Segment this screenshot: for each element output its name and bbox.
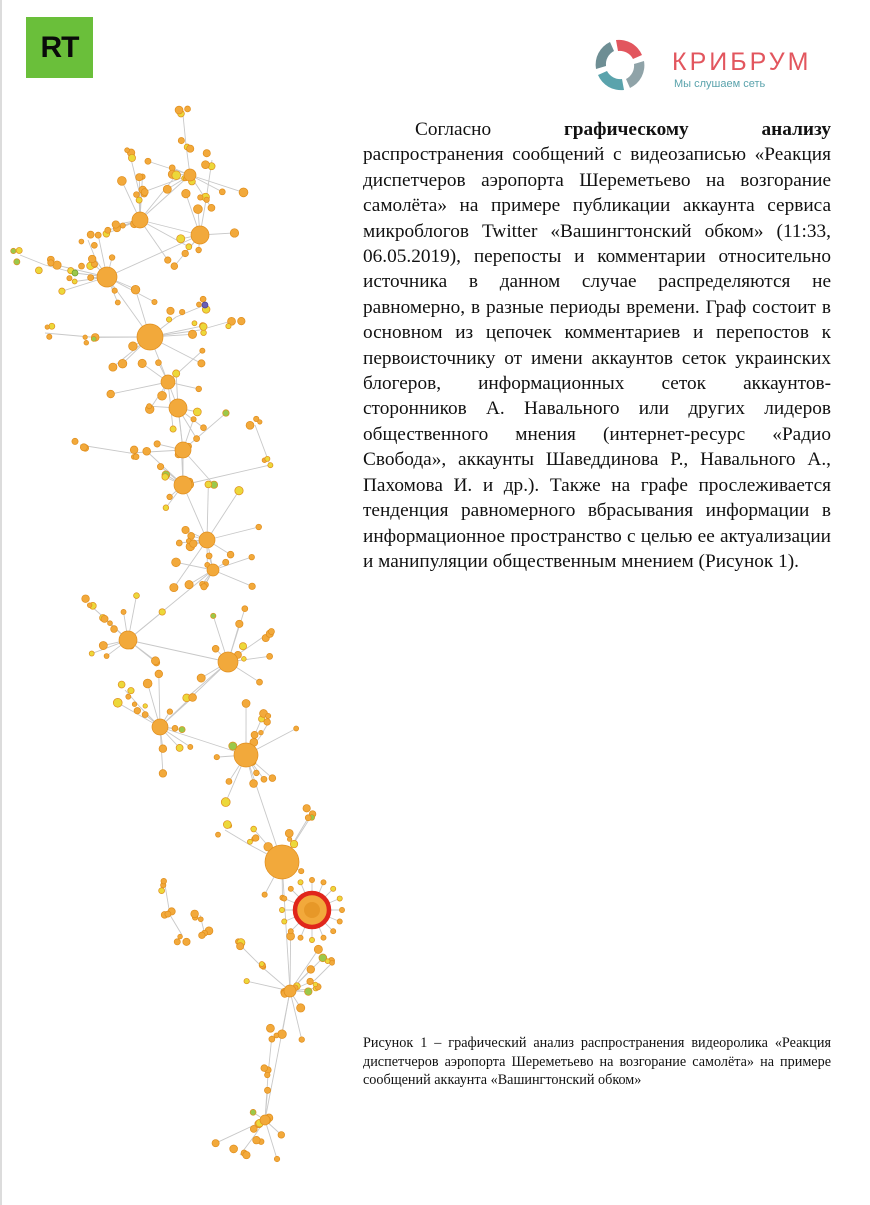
graph-node (251, 731, 258, 738)
graph-node (45, 325, 49, 329)
graph-node (182, 250, 189, 257)
graph-node (95, 232, 101, 238)
graph-node (82, 595, 90, 603)
graph-node (191, 910, 199, 918)
graph-node (126, 694, 131, 699)
graph-node (147, 404, 152, 409)
graph-node (118, 681, 125, 688)
graph-node (196, 302, 201, 307)
graph-node (176, 744, 183, 751)
graph-node (132, 212, 148, 228)
graph-node (337, 919, 342, 924)
graph-node (158, 391, 167, 400)
graph-edge (170, 915, 182, 935)
graph-node (157, 463, 163, 469)
graph-node (184, 169, 196, 181)
graph-edge (225, 830, 250, 845)
graph-node (265, 713, 270, 718)
graph-node (262, 892, 267, 897)
graph-node (202, 161, 210, 169)
graph-node (125, 148, 130, 153)
graph-node (202, 302, 208, 308)
graph-node (200, 323, 207, 330)
graph-node (211, 613, 216, 618)
graph-node (200, 296, 206, 302)
graph-node (72, 438, 78, 444)
graph-node (59, 288, 65, 294)
graph-node (175, 442, 191, 458)
graph-node (167, 709, 173, 715)
graph-edge (290, 991, 302, 1040)
graph-node (196, 386, 202, 392)
graph-node (204, 197, 209, 202)
graph-node (339, 907, 344, 912)
graph-node (145, 158, 151, 164)
graph-node (112, 288, 117, 293)
graph-node (111, 626, 118, 633)
graph-node (221, 798, 230, 807)
kribrum-emblem-icon (587, 33, 653, 97)
graph-node (170, 583, 178, 591)
graph-node (309, 877, 314, 882)
graph-node (128, 687, 134, 693)
graph-node (257, 679, 263, 685)
graph-node (155, 670, 163, 678)
graph-node (169, 399, 187, 417)
graph-node (284, 985, 296, 997)
graph-edge (20, 255, 45, 265)
graph-node (194, 436, 200, 442)
graph-node (174, 476, 192, 494)
graph-node (152, 719, 168, 735)
graph-node (288, 886, 293, 891)
graph-node (305, 988, 313, 996)
figure-caption: Рисунок 1 – графический анализ распространения видеоролика «Реакция диспетчеров аэропорта Шереметьево на возгорание самолёта» на примере сообщений аккаунта «Вашингтонский обком» (363, 1035, 831, 1089)
graph-node (226, 323, 231, 328)
graph-node (87, 603, 92, 608)
graph-node (118, 359, 127, 368)
graph-node (174, 939, 180, 945)
graph-node (84, 340, 89, 345)
graph-node (279, 907, 284, 912)
graph-nodes (11, 106, 345, 1162)
graph-node (196, 247, 202, 253)
graph-node (223, 410, 230, 417)
graph-node (265, 1072, 271, 1078)
graph-node (239, 188, 248, 197)
graph-node (80, 444, 87, 451)
graph-node (246, 421, 254, 429)
graph-edge (282, 862, 290, 991)
graph-node (313, 982, 318, 987)
graph-node (128, 154, 135, 161)
graph-node (48, 260, 54, 266)
graph-node (269, 1036, 275, 1042)
graph-node (134, 192, 140, 198)
graph-node (242, 606, 248, 612)
graph-node (159, 745, 167, 753)
graph-node (298, 880, 303, 885)
graph-node (182, 189, 190, 197)
graph-node (299, 868, 304, 873)
graph-node (143, 447, 151, 455)
graph-node (331, 929, 336, 934)
graph-edge (183, 465, 270, 485)
graph-node (242, 699, 250, 707)
graph-node (187, 145, 194, 152)
graph-node (113, 698, 122, 707)
graph-node (159, 888, 165, 894)
graph-edge (213, 570, 252, 586)
graph-node (258, 420, 262, 424)
graph-node (212, 645, 219, 652)
graph-node (206, 553, 212, 559)
article-paragraph (363, 117, 831, 574)
graph-node (282, 919, 287, 924)
graph-node (266, 1024, 274, 1032)
graph-node (230, 1145, 238, 1153)
graph-node (253, 835, 259, 841)
graph-node (185, 581, 193, 589)
graph-node (278, 1030, 287, 1039)
graph-node (112, 221, 119, 228)
graph-node (274, 1156, 279, 1161)
graph-node (129, 342, 138, 351)
graph-node (198, 195, 203, 200)
graph-node (138, 359, 146, 367)
graph-node (72, 270, 78, 276)
graph-node (67, 276, 72, 281)
graph-node (105, 227, 111, 233)
graph-node (226, 778, 232, 784)
graph-node (259, 730, 264, 735)
graph-node (251, 826, 257, 832)
graph-node (91, 336, 96, 341)
rt-logo-text: RT (40, 30, 79, 64)
graph-node (167, 307, 174, 314)
graph-node (133, 454, 139, 460)
graph-node (325, 959, 330, 964)
graph-node (179, 309, 184, 314)
graph-node (178, 137, 184, 143)
graph-node (115, 300, 120, 305)
graph-node (331, 886, 336, 891)
graph-node (197, 674, 205, 682)
graph-node (120, 223, 125, 228)
graph-node (297, 1004, 305, 1012)
graph-node (294, 726, 299, 731)
graph-node (314, 945, 322, 953)
graph-node (261, 776, 267, 782)
graph-node (165, 911, 171, 917)
graph-node (172, 171, 181, 180)
graph-node (219, 189, 225, 195)
graph-node (201, 425, 207, 431)
kribrum-logo (587, 33, 837, 97)
graph-node (203, 150, 210, 157)
article-intro: Согласно (415, 119, 492, 140)
graph-node (176, 540, 182, 546)
graph-node (305, 815, 311, 821)
graph-node (47, 334, 52, 339)
graph-node (136, 174, 143, 181)
graph-edge (140, 175, 176, 220)
graph-node (163, 185, 171, 193)
graph-node (208, 204, 215, 211)
graph-node (99, 641, 107, 649)
graph-node (265, 456, 270, 461)
article-body: распространения сообщений с видеозаписью «Реакция диспетчеров аэропорта Шереметьево на возгорание самолёта» на примере публикации аккаунта сервиса микроблогов Twitter «Вашингтонский обком» (11:33, 06.05.2019), перепосты и комментарии относительно источника в данном случае распределяются не равномерно, в разные периоды времени. Граф состоит в основном из цепочек комментариев и перепостов к первоисточнику от имени аккаунтов сеток украинских блогеров, информационных сеток аккаунтов-сторонников А. Навального или других лидеров общественного мнения (интернет-ресурс «Радио Свобода», аккаунты Шаведдинова Р., Навального А., Пахомова И. и др.). Также на графе прослеживается тенденция равномерного вбрасывания информации в информационное пространство с целью ее актуализации и манипуляции общественным мнением (Рисунок 1). (363, 144, 831, 572)
graph-node (288, 929, 293, 934)
graph-node (79, 239, 84, 244)
graph-node (190, 540, 197, 547)
graph-node (260, 1115, 270, 1125)
graph-node (238, 317, 245, 324)
graph-node (198, 360, 205, 367)
graph-node (261, 1065, 268, 1072)
graph-node (185, 106, 191, 112)
kribrum-name: КРИБРУМ (672, 48, 812, 76)
graph-node (186, 244, 192, 250)
graph-node (223, 821, 231, 829)
graph-node (170, 426, 176, 432)
graph-node (156, 360, 162, 366)
graph-node (268, 463, 273, 468)
graph-node (199, 532, 215, 548)
graph-node (109, 363, 117, 371)
graph-source-node (295, 893, 329, 927)
graph-node (182, 526, 189, 533)
graph-node (91, 242, 97, 248)
graph-node (183, 938, 190, 945)
graph-node (254, 770, 260, 776)
graph-node (278, 1132, 285, 1139)
graph-node (72, 279, 77, 284)
graph-node (159, 770, 167, 778)
graph-node (321, 880, 326, 885)
graph-node (267, 653, 273, 659)
graph-node (303, 805, 310, 812)
graph-node (83, 335, 87, 339)
graph-node (177, 235, 185, 243)
graph-node (193, 408, 201, 416)
graph-edge (207, 491, 239, 540)
graph-node (207, 564, 219, 576)
graph-node (234, 743, 258, 767)
graph-node (189, 694, 197, 702)
graph-node (337, 896, 342, 901)
graph-node (161, 375, 175, 389)
graph-node (143, 679, 152, 688)
graph-node (143, 704, 147, 708)
graph-node (142, 712, 148, 718)
graph-node (205, 481, 212, 488)
graph-node (268, 628, 274, 634)
graph-node (215, 832, 220, 837)
graph-node (134, 707, 141, 714)
graph-node (173, 370, 180, 377)
graph-node (165, 257, 171, 263)
graph-node (237, 943, 244, 950)
graph-node (244, 978, 249, 983)
graph-node (264, 1087, 270, 1093)
graph-node (214, 754, 219, 759)
graph-node (121, 609, 126, 614)
graph-node (178, 934, 183, 939)
graph-node (309, 937, 314, 942)
graph-node (298, 935, 303, 940)
graph-node (218, 652, 238, 672)
graph-node (191, 226, 209, 244)
graph-node (321, 935, 326, 940)
graph-node (161, 878, 167, 884)
graph-node (188, 330, 196, 338)
graph-node (235, 487, 243, 495)
graph-node (250, 1126, 257, 1133)
graph-node (152, 299, 157, 304)
graph-node (35, 267, 42, 274)
graph-node (151, 657, 159, 665)
graph-node (265, 845, 299, 879)
graph-node (97, 267, 117, 287)
graph-node (198, 917, 203, 922)
graph-node (163, 505, 169, 511)
graph-node (166, 317, 171, 322)
graph-node (167, 494, 173, 500)
graph-node (307, 978, 314, 985)
graph-node (201, 584, 207, 590)
graph-node (269, 775, 276, 782)
graph-node (87, 231, 94, 238)
graph-node (109, 255, 115, 261)
graph-node (141, 189, 148, 196)
graph-edge (315, 965, 330, 980)
graph-node (223, 559, 229, 565)
graph-node (285, 829, 293, 837)
graph-node (136, 197, 142, 203)
graph-node (250, 780, 258, 788)
graph-node (239, 643, 246, 650)
graph-node (194, 205, 203, 214)
graph-node (249, 583, 255, 589)
graph-node (307, 966, 315, 974)
graph-node (230, 229, 238, 237)
kribrum-tagline: Мы слушаем сеть (674, 78, 766, 90)
graph-node (282, 896, 287, 901)
graph-node (104, 654, 109, 659)
graph-node (79, 263, 85, 269)
graph-node (88, 255, 96, 263)
graph-node (247, 839, 252, 844)
graph-node (250, 1109, 256, 1115)
graph-node (299, 1037, 305, 1043)
graph-node (117, 176, 126, 185)
graph-node (172, 725, 178, 731)
graph-node (287, 837, 291, 841)
graph-node (290, 840, 297, 847)
graph-node (191, 417, 196, 422)
graph-node (249, 554, 255, 560)
graph-node (49, 323, 55, 329)
graph-node (11, 248, 16, 253)
graph-node (256, 524, 262, 530)
graph-node (88, 275, 94, 281)
graph-node (200, 348, 205, 353)
graph-node (259, 961, 264, 966)
graph-node (132, 702, 137, 707)
graph-node (134, 593, 140, 599)
graph-node (130, 446, 138, 454)
graph-node (253, 1136, 261, 1144)
graph-node (179, 726, 185, 732)
graph-node (131, 285, 140, 294)
graph-node (212, 1140, 219, 1147)
graph-node (101, 615, 108, 622)
article-bold-phrase: графическому анализу (563, 119, 831, 140)
graph-node (107, 390, 115, 398)
graph-node (162, 474, 169, 481)
graph-node (201, 330, 207, 336)
graph-node (175, 106, 183, 114)
graph-node (137, 324, 163, 350)
graph-edge (190, 175, 243, 192)
graph-node (188, 744, 193, 749)
graph-node (154, 441, 160, 447)
graph-node (108, 621, 113, 626)
propagation-graph (0, 105, 362, 1165)
graph-node (264, 719, 271, 726)
graph-node (171, 263, 178, 270)
graph-node (16, 247, 22, 253)
graph-node (172, 558, 181, 567)
graph-node (192, 321, 197, 326)
graph-node (14, 259, 20, 265)
graph-node (227, 551, 234, 558)
graph-node (199, 932, 205, 938)
graph-node (159, 609, 165, 615)
graph-edge (140, 175, 190, 220)
graph-node (236, 620, 243, 627)
graph-node (89, 651, 94, 656)
rt-logo (26, 17, 93, 78)
graph-node (119, 631, 137, 649)
graph-node (274, 1033, 279, 1038)
graph-node (242, 657, 247, 662)
graph-edge (290, 936, 291, 991)
graph-node (243, 1151, 250, 1158)
